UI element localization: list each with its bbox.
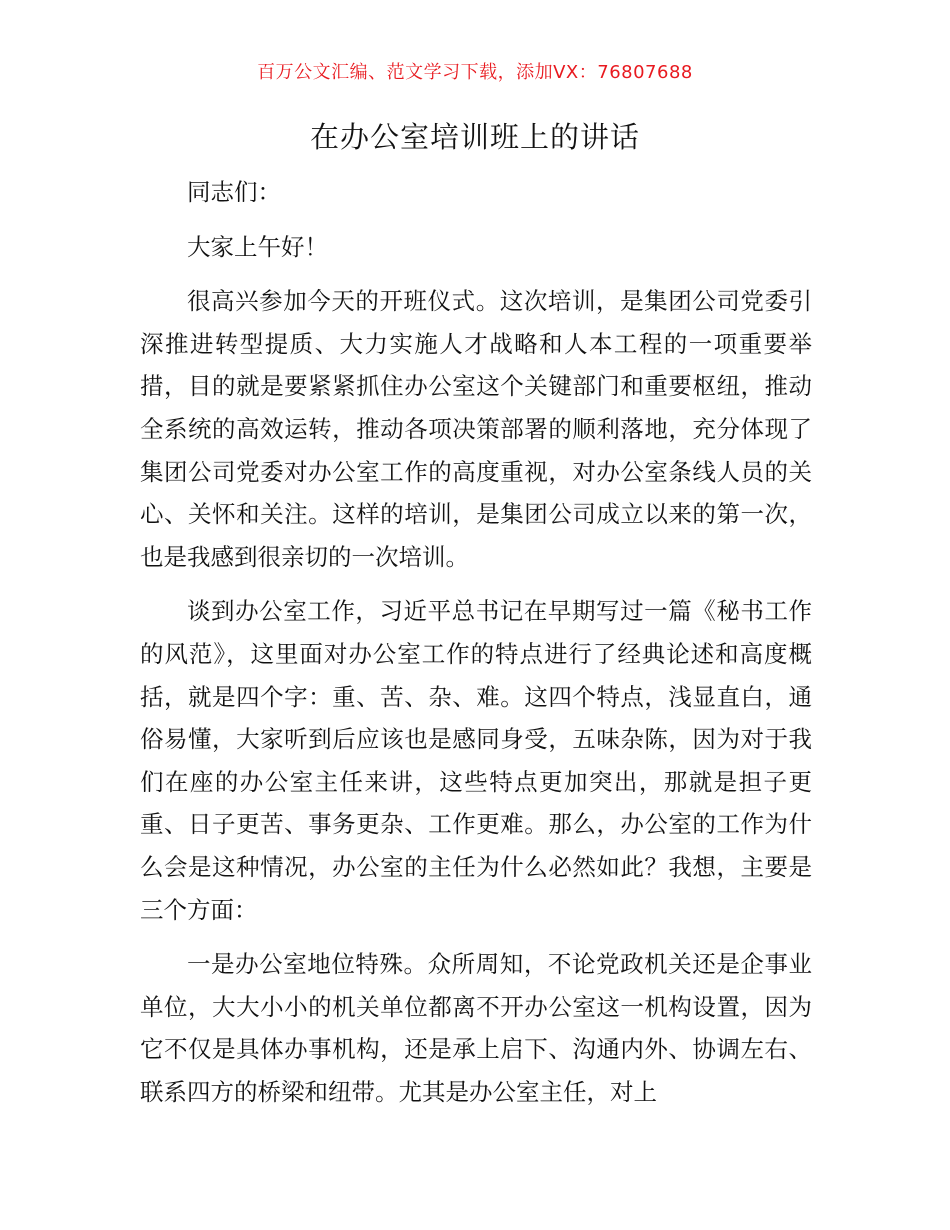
paragraph-office-work-features: 谈到办公室工作，习近平总书记在早期写过一篇《秘书工作的风范》，这里面对办公室工作的特点进行了经典论述和高度概括，就是四个字：重、苦、杂、难。这四个特点，浅显直白，通俗易懂，大家听到后应该也是感同身受，五味杂陈，因为对于我们在座的办公室主任来讲，这些特点更加突出，那就是担子更重、日子更苦、事务更杂、工作更难。那么，办公室的工作为什么会是这种情况，办公室的主任为什么必然如此？我想，主要是三个方面： [140,597,812,924]
paragraph-opening: 很高兴参加今天的开班仪式。这次培训，是集团公司党委引深推进转型提质、大力实施人才战略和人本工程的一项重要举措，目的就是要紧紧抓住办公室这个关键部门和重要枢纽，推动全系统的高效运转，推动各项决策部署的顺利落地，充分体现了集团公司党委对办公室工作的高度重视，对办公室条线人员的关心、关怀和关注。这样的培训，是集团公司成立以来的第一次，也是我感到很亲切的一次培训。 [140,287,812,571]
paragraph-office-status: 一是办公室地位特殊。众所周知，不论党政机关还是企事业单位，大大小小的机关单位都离不开办公室这一机构设置，因为它不仅是具体办事机构，还是承上启下、沟通内外、协调左右、联系四方的桥梁和纽带。尤其是办公室主任，对上 [140,950,812,1106]
document-body [140,171,812,1125]
document-title: 在办公室培训班上的讲话 [309,120,640,154]
greeting: 大家上午好！ [187,232,328,261]
header-notice: 百万公文汇编、范文学习下载，添加VX：76807688 [257,62,693,83]
salutation: 同志们： [187,178,281,206]
